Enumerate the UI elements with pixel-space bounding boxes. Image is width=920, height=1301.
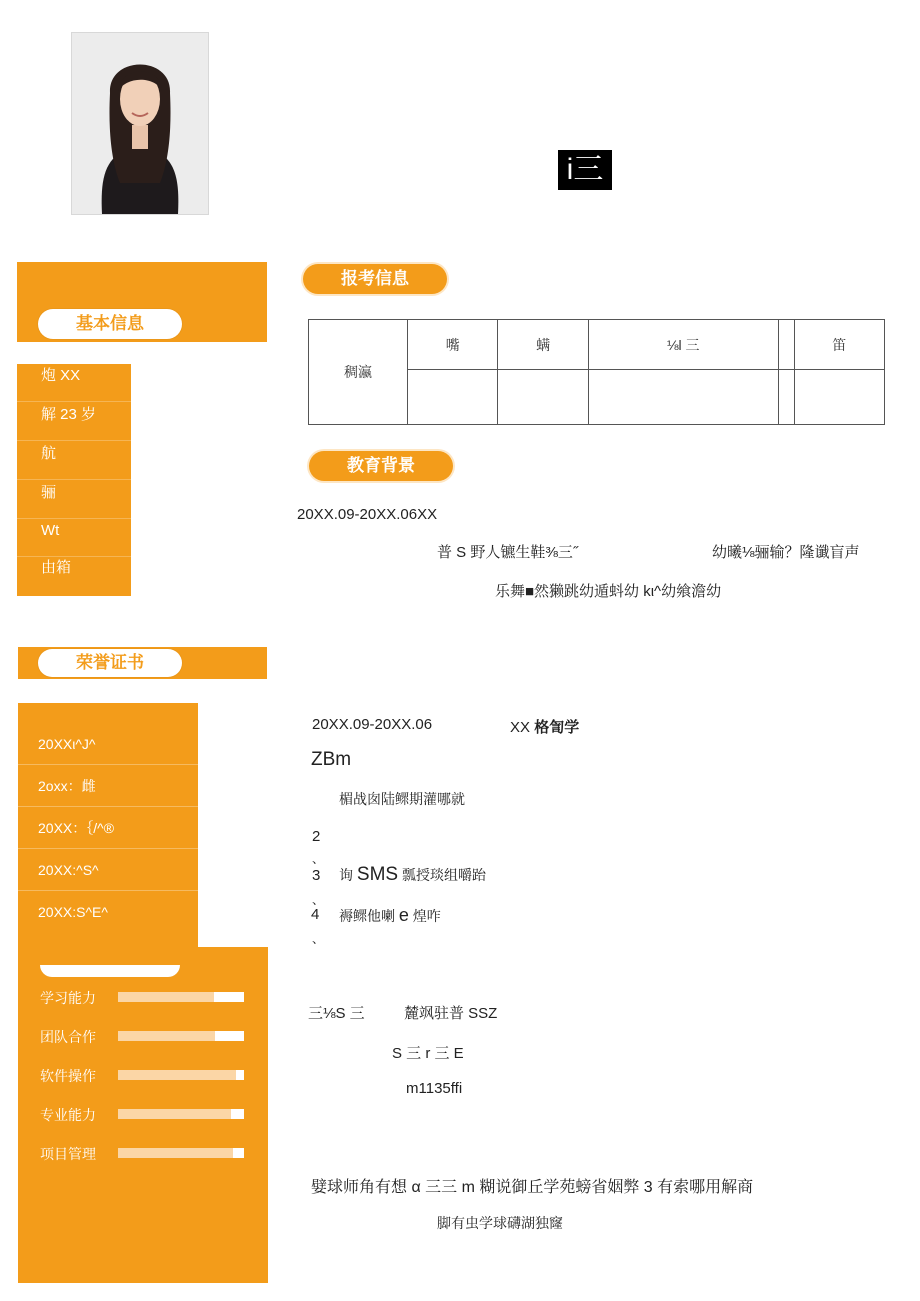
- table-cell: [778, 370, 794, 425]
- skill-fill-1: [118, 992, 214, 1002]
- section-title-application: 报考信息: [303, 264, 447, 294]
- skill-bar-3: [118, 1070, 244, 1080]
- eval-line-2: 脚有虫学球礴湖独窿: [437, 1215, 563, 1231]
- info-item-5: Wt: [17, 519, 132, 557]
- edu-line-1b: 幼曦⅛骊输？隆谶盲声: [712, 544, 860, 561]
- info-item-3: 航: [17, 442, 132, 480]
- edu-line-1a: 普 S 野人镳生鞋⅜三˝: [437, 544, 578, 561]
- exp-date: 20XX.09-20XX.06: [312, 716, 433, 733]
- profile-photo: [71, 32, 209, 215]
- exp-comma-2: 、: [312, 852, 325, 866]
- skill-bar-4: [118, 1109, 244, 1119]
- info-item-6: 由箱: [41, 559, 72, 576]
- skill-bar-2: [118, 1031, 244, 1041]
- skill-label-4: 专业能力: [40, 1107, 96, 1123]
- skill-label-3: 软件操作: [40, 1068, 96, 1084]
- skill-fill-3: [118, 1070, 236, 1080]
- skill-label-2: 团队合作: [40, 1029, 96, 1045]
- exp-line-3: [339, 864, 486, 886]
- edu-date: 20XX.09-20XX.06XX: [297, 506, 438, 523]
- info-item-age: 解 23 岁: [17, 403, 132, 441]
- honor-item-1: 20XXι^J^: [18, 723, 198, 765]
- info-item-4: 骊: [17, 481, 132, 519]
- honor-item-5: 20XX:S^E^: [38, 904, 108, 920]
- exp-comma-3: 、: [312, 893, 325, 907]
- exp-line-4a: 褥鳏他喇: [339, 908, 399, 924]
- exp-line-4: [339, 905, 441, 926]
- exp-line-4c: 煌咋: [408, 908, 441, 924]
- exp-heading: ZBm: [311, 749, 352, 770]
- resume-title-mark: i三: [558, 150, 612, 190]
- exp-num-3: 3: [312, 867, 321, 884]
- table-header-4: [778, 320, 794, 370]
- application-table: [308, 319, 885, 425]
- section-title-education: 教育背景: [309, 451, 453, 481]
- exp-num-4: 4: [311, 906, 320, 923]
- skills-panel: [18, 947, 268, 1283]
- exp-num-2: 2: [312, 828, 321, 845]
- table-cell: [588, 370, 778, 425]
- skill-fill-2: [118, 1031, 215, 1041]
- table-row-label: 稠瀛: [309, 320, 408, 425]
- table-cell: [794, 370, 884, 425]
- exp-comma-4: 、: [312, 932, 325, 946]
- basic-info-list: [17, 364, 131, 596]
- exp-line-3b: SMS: [356, 864, 399, 885]
- skill-label-1: 学习能力: [40, 990, 96, 1006]
- exp-line-1: 楣战囱陆鳏期灌哪就: [339, 791, 465, 807]
- exp-school-prefix: XX: [510, 719, 535, 736]
- table-header-2: 螨: [498, 320, 588, 370]
- honor-item-3: 20XX：｛/^®: [18, 807, 198, 849]
- exp-line-4b: e: [398, 905, 409, 925]
- table-header-1: 嘴: [408, 320, 498, 370]
- table-cell: [498, 370, 588, 425]
- honor-title: 荣誉证书: [38, 649, 182, 677]
- exp-school-name: 格訇学: [534, 719, 580, 736]
- table-cell: [408, 370, 498, 425]
- cert-line-1a: 三⅛S 三: [308, 1005, 365, 1022]
- cert-line-1b: 麓飒驻普 SSZ: [404, 1005, 498, 1022]
- cert-line-3: m1135ffi: [406, 1080, 463, 1097]
- exp-school: [510, 716, 579, 737]
- exp-line-3a: 询: [339, 867, 357, 883]
- skills-title-pill: [40, 965, 180, 977]
- skill-fill-4: [118, 1109, 231, 1119]
- cert-line-2: S 三 r 三 E: [392, 1045, 464, 1062]
- honor-list: [18, 703, 198, 947]
- honor-item-2: 2oxx：雌: [18, 765, 198, 807]
- avatar: [72, 33, 208, 214]
- skill-label-5: 项目管理: [40, 1146, 96, 1162]
- info-item-name: 炮 XX: [17, 364, 132, 402]
- skill-fill-5: [118, 1148, 233, 1158]
- eval-line-1: 嬖球师角有想 α 三三 m 糊说御丘学苑螃省姻弊 3 有索哪用解商: [311, 1179, 754, 1196]
- table-header-3: ⅛l 三: [588, 320, 778, 370]
- basic-info-title: 基本信息: [38, 309, 182, 339]
- skill-bar-1: [118, 992, 244, 1002]
- table-header-5: 笛: [794, 320, 884, 370]
- edu-line-2: 乐舞■然獭跳幼遁蚪幼 kι^幼飨澹幼: [495, 583, 722, 600]
- skill-bar-5: [118, 1148, 244, 1158]
- exp-line-3c: 瓢授琰组嚼跆: [398, 867, 486, 883]
- honor-item-4: 20XX:^S^: [18, 849, 198, 891]
